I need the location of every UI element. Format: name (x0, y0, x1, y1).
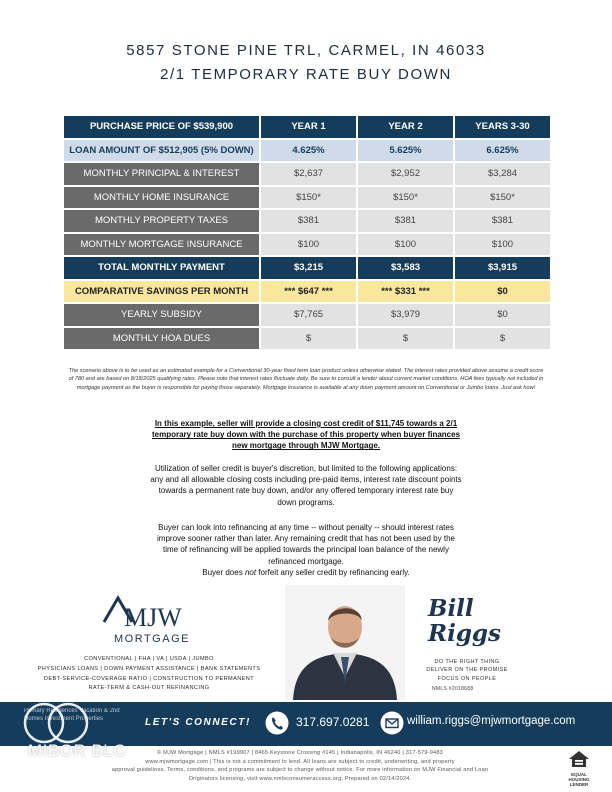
table-cell: 5.625% (358, 140, 453, 162)
table-row-total (64, 257, 550, 279)
column-header: YEAR 1 (261, 116, 356, 138)
rate-buydown-table (62, 114, 552, 351)
tagline-line: FOCUS ON PEOPLE (437, 675, 497, 682)
forfeit-text-emphasis: not (244, 567, 257, 577)
table-cell: $100 (455, 234, 550, 256)
person-portrait-icon (285, 585, 405, 700)
column-header: PURCHASE PRICE OF $539,900 (64, 116, 259, 138)
last-name: Riggs (428, 620, 501, 648)
email-link[interactable]: william.riggs@mjwmortgage.com (407, 715, 576, 727)
table-row (64, 328, 550, 350)
nmls-number: NMLS #2018688 (432, 686, 474, 692)
row-label: MONTHLY PROPERTY TAXES (64, 210, 259, 232)
table-cell: $7,765 (261, 304, 356, 326)
row-label: MONTHLY PRINCIPAL & INTEREST (64, 163, 259, 185)
services-line: CONVENTIONAL | FHA | VA | USDA | JUMBO (84, 656, 214, 662)
table-cell: $381 (358, 210, 453, 232)
services-line: PHYSICIANS LOANS | DOWN PAYMENT ASSISTANCE | BANK STATEMENTS (37, 665, 261, 672)
table-cell: $0 (455, 304, 550, 326)
property-types-text: Primary Residences Vacation & 2nd Homes Investment Properties (24, 708, 120, 722)
table-cell: *** $331 *** (358, 281, 453, 303)
logo-word: MORTGAGE (114, 633, 190, 645)
services-line: DEBT-SERVICE-COVERAGE RATIO | CONSTRUCTION TO PERMANENT (43, 675, 255, 682)
footer-line: www.mjwmortgage.com | This is not a commitment to lend. All loans are subject to credit, underwriting, and property (145, 758, 455, 765)
table-row (64, 210, 550, 232)
table-cell: $ (261, 328, 356, 350)
table-cell: $150* (358, 187, 453, 209)
row-label: COMPARATIVE SAVINGS PER MONTH (64, 281, 259, 303)
table-cell: $3,915 (455, 257, 550, 279)
mjw-mortgage-logo (100, 592, 200, 648)
table-cell: 4.625% (261, 140, 356, 162)
footer-line: © MJW Mortgage | NMLS #199907 | 8465 Keystone Crossing #145 | Indianapolis, IN 46240 | 317-579-9483 (157, 750, 443, 756)
loan-officer-photo (285, 585, 405, 700)
row-label: YEARLY SUBSIDY (64, 304, 259, 326)
house-roof-icon (100, 592, 200, 648)
email-icon (380, 711, 404, 740)
row-label: TOTAL MONTHLY PAYMENT (64, 257, 259, 279)
refinance-text: Buyer can look into refinancing at any time -- without penalty -- should interest rates improve sooner rather than later. Any remaining credit that has not been used by the time of refinancing will be applied towards the principal loan balance of the newly refinanced mortgage. (157, 523, 455, 566)
company-tagline (422, 658, 512, 683)
row-label: LOAN AMOUNT OF $512,905 (5% DOWN) (64, 140, 259, 162)
first-name: Bill (428, 595, 474, 622)
logo-mark: MJW (124, 603, 182, 632)
table-cell: $3,284 (455, 163, 550, 185)
forfeit-text-pre: Buyer does (202, 567, 245, 577)
column-header: YEAR 2 (358, 116, 453, 138)
services-line: RATE-TERM & CASH-OUT REFINANCING (88, 685, 210, 692)
table-cell: $2,637 (261, 163, 356, 185)
table-row (64, 163, 550, 185)
table-cell: 6.625% (455, 140, 550, 162)
row-label: MONTHLY HOA DUES (64, 328, 259, 350)
credit-usage-paragraph: Utilization of seller credit is buyer's discretion, but limited to the following applications: any and all allowable closing costs including pre-paid items, interest rate discount points towards a permanent rate buy down, and/or any offered temporary interest rate buy down programs. (150, 464, 462, 507)
table-cell: *** $647 *** (261, 281, 356, 303)
table-cell: $381 (455, 210, 550, 232)
footer-legal (52, 749, 548, 784)
table-cell: $ (455, 328, 550, 350)
equal-housing-label: EQUAL HOUSING LENDER (568, 772, 590, 787)
refinance-paragraph (150, 522, 462, 578)
table-row-savings (64, 281, 550, 303)
watermark-text: MIBOR BLC (28, 741, 127, 760)
table-cell: $2,952 (358, 163, 453, 185)
equal-housing-icon (568, 750, 590, 768)
phone-link[interactable]: 317.697.0281 (296, 715, 370, 729)
table-cell: $0 (455, 281, 550, 303)
table-cell: $3,583 (358, 257, 453, 279)
footer-line: approval guidelines. Terms, conditions, and programs are subject to change without notice. For more information on MJW Financial and Loan (111, 767, 489, 774)
column-header: YEARS 3-30 (455, 116, 550, 138)
loan-services-list (24, 655, 274, 694)
table-cell: $3,979 (358, 304, 453, 326)
table-cell: $381 (261, 210, 356, 232)
table-cell: $150* (455, 187, 550, 209)
lets-connect-label: LET'S CONNECT! (145, 717, 251, 728)
tagline-line: DELIVER ON THE PROMISE (426, 667, 508, 674)
property-address: 5857 STONE PINE TRL, CARMEL, IN 46033 (126, 42, 486, 59)
table-row (64, 140, 550, 162)
tagline-line: DO THE RIGHT THING (434, 659, 500, 665)
table-header-row (64, 116, 550, 138)
table-cell: $ (358, 328, 453, 350)
forfeit-text-post: forfeit any seller credit by refinancing early. (256, 567, 410, 577)
phone-icon (265, 711, 289, 740)
table-row (64, 234, 550, 256)
table-cell: $3,215 (261, 257, 356, 279)
row-label: MONTHLY HOME INSURANCE (64, 187, 259, 209)
equal-housing-badge (562, 750, 596, 788)
program-title: 2/1 TEMPORARY RATE BUY DOWN (160, 66, 452, 83)
seller-credit-summary: In this example, seller will provide a closing cost credit of $11,745 towards a 2/1 temporary rate buy down with the purchase of this property when buyer finances new mortgage through MJW Mortgage. (151, 419, 461, 451)
table-cell: $100 (261, 234, 356, 256)
table-row (64, 187, 550, 209)
row-label: MONTHLY MORTGAGE INSURANCE (64, 234, 259, 256)
disclaimer-text: The scenario above is to be used as an estimated example for a Conventional 30-year fixed term loan product unless otherwise stated. The interest rates provided above assume a credit score of 780 and are based on 8/18/2025 qualifying rates. Please note that interest rates fluctuate daily. Be sure to consult a lender about current market conditions. HOA fees typically not included in mortgage payment as the buyer is responsible for paying those separately. Mortgage insurance is available at any down payment amount on Conventional or Jumbo loans. Just ask how! (68, 368, 544, 391)
loan-officer-name (428, 596, 501, 647)
footer-line: Originators licensing, visit www.nmlsconsumeraccess.org. Prepared on 02/14/2024. (188, 775, 412, 782)
table-cell: $100 (358, 234, 453, 256)
table-row (64, 304, 550, 326)
table-cell: $150* (261, 187, 356, 209)
